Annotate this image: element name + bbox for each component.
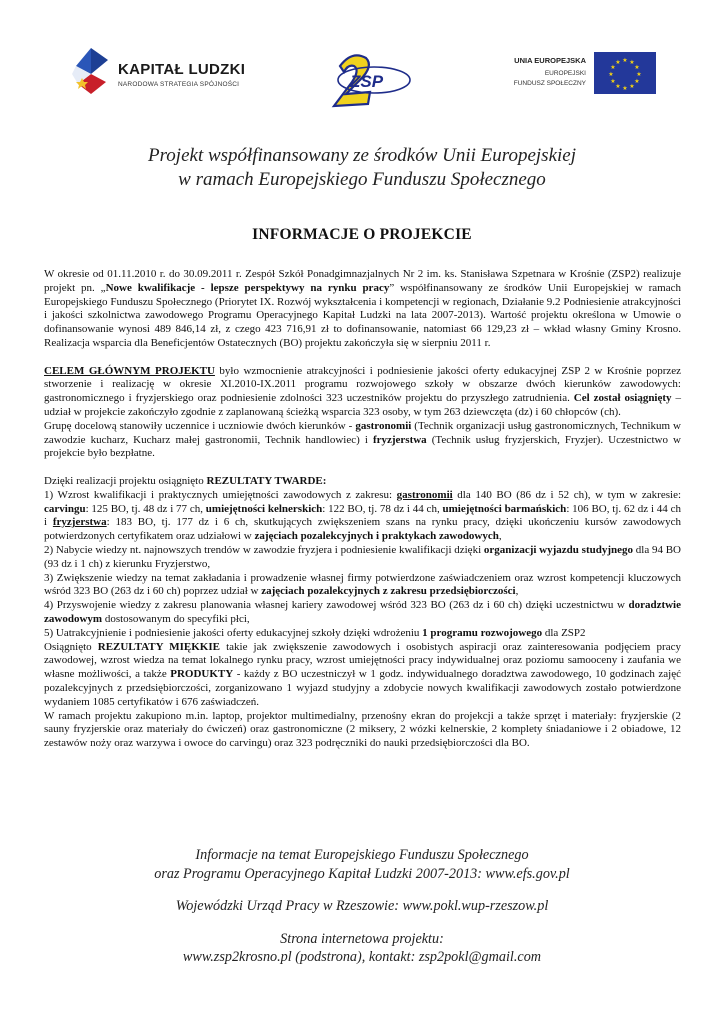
hard-result-item-2: 2) Nabycie wiedzy nt. najnowszych trendów w zawodzie fryzjera i podniesienie kwalifikacji dzięki organizacji wyjazdu studyjnego dla 94 BO (93 dz i 1 ch) z kierunku Fryzjerstwo, <box>44 543 681 570</box>
svg-text:★: ★ <box>610 64 616 71</box>
svg-text:★: ★ <box>622 57 628 64</box>
footer-line4: Strona internetowa projektu: <box>280 930 444 947</box>
eu-logo-line2: EUROPEJSKI <box>544 70 586 77</box>
hard-result-item-4: 4) Przyswojenie wiedzy z zakresu planowania własnej kariery zawodowej wśród 323 BO (263 dz i 60 ch) dzięki uczestnictwu w doradztwie zawodowym dostosowanym do specyfiki płci, <box>44 599 681 625</box>
page-title: INFORMACJE O PROJEKCIE <box>252 226 472 243</box>
footer-line3: Wojewódzki Urząd Pracy w Rzeszowie: www.pokl.wup-rzeszow.pl <box>175 898 549 914</box>
zsp-logo <box>330 48 412 110</box>
svg-text:★: ★ <box>629 59 635 66</box>
footer-line2: oraz Programu Operacyjnego Kapitał Ludzki 2007-2013: www.efs.gov.pl <box>154 865 570 882</box>
zsp-logo-text: ZSP <box>350 72 384 91</box>
footer-info <box>0 846 724 967</box>
svg-text:★: ★ <box>622 85 628 92</box>
cofinancing-intro <box>0 144 724 192</box>
svg-text:★: ★ <box>634 64 640 71</box>
svg-text:★: ★ <box>610 78 616 85</box>
intro-line2: w ramach Europejskiego Funduszu Społecznego <box>178 169 546 190</box>
eu-logo-line3: FUNDUSZ SPOŁECZNY <box>513 80 586 87</box>
svg-text:★: ★ <box>634 78 640 85</box>
document-body <box>44 268 681 751</box>
svg-text:★: ★ <box>636 71 642 78</box>
purchases-paragraph: W ramach projektu zakupiono m.in. laptop, projektor multimedialny, przenośny ekran do projekcji a także sprzęt i materiały: fryzjerskie (2 sauny fryzjerskie oraz materiały do ćwiczeń) oraz gastronomiczne (2 miksery, 2 wózki kelnerskie, 2 komplety śniadaniowe i 2 obiadowe, 12 zestawów noży oraz warzywa i owoce do carvingu) oraz 323 podręczniki do nauki przedsiębiorczości dla BO. <box>44 709 681 750</box>
project-overview-paragraph: W okresie od 01.11.2010 r. do 30.09.2011 r. Zespół Szkół Ponadgimnazjalnych Nr 2 im. ks. Stanisława Szpetnara w Krośnie (ZSP2) realizuje projekt pn. „Nowe kwalifikacje - lepsze perspektywy na rynku pracy” współfinansowany ze środków Unii Europejskiej w ramach Europejskiego Funduszu Społecznego (Priorytet IX. Rozwój wykształcenia i kompetencji w regionach, Działanie 9.2 Podniesienie atrakcyjności i jakości szkolnictwa zawodowego Programu Operacyjnego Kapitał Ludzki na lata 2007-2013). Wartość projektu określona w Umowie o dofinansowanie wynosi 489 846,14 zł, z czego 423 716,91 zł to dofinansowanie, natomiast 66 129,23 zł – wkład własny Gminy Krosno. Realizacja wsparcia dla Beneficjentów Ostatecznych (BO) projektu zakończyła się w sierpniu 2011 r. <box>44 268 681 349</box>
hard-result-item-1: 1) Wzrost kwalifikacji i praktycznych umiejętności zawodowych z zakresu: gastronomii dla 140 BO (86 dz i 52 ch), w tym w zakresie: carvingu: 125 BO, tj. 48 dz i 77 ch, umiejętności kelnerskich: 122 BO, tj. 78 dz i 44 ch, umiejętności barmańskich: 106 BO, tj. 62 dz i 44 ch i fryzjerstwa: 183 BO, tj. 177 dz i 6 ch, skutkujących zwiększeniem szans na rynku pracy, dzięki ukończeniu kursów zawodowych potwierdzonych certyfikatem oraz udziałowi w zajęciach pozalekcyjnych i praktykach zawodowych, <box>44 488 682 543</box>
soft-results-paragraph: Osiągnięto REZULTATY MIĘKKIE takie jak zwiększenie zawodowych i osobistych aspiracji oraz zainteresowania podjęciem pracy zawodowej, wzrost wiedza na temat lokalnego rynku pracy, wzrost umiejętności pracy indywidualnej oraz poziomu samooceny i zaufania we własne możliwości, a także PRODUKTY - każdy z BO uczestniczył w 1 godz. indywidualnego doradztwa zawodowego, 10 godzinach zajęć pozalekcyjnych z przedsiębiorczości, zorganizowano 1 wyjazd studyjny a zdobycie nowych kwalifikacji zawodowych zostało potwierdzone wydaniem 1085 certyfikatów i 676 zaświadczeń. <box>44 640 681 708</box>
main-goal-paragraph: CELEM GŁÓWNYM PROJEKTU było wzmocnienie atrakcyjności i podniesienie jakości oferty edukacyjnej ZSP 2 w Krośnie poprzez stworzenie i realizację w okresie XI.2010-IX.2011 programu rozwojowego szkoły w obszarze dwóch kierunków zawodowych: gastronomicznego i fryzjerskiego oraz podniesienie zdolności 323 uczestników projektu do przyszłego zatrudnienia. Cel został osiągnięty – udział w projekcie zakończyło zgodnie z zaplanowaną ścieżką wsparcia 323 osoby, w tym 263 dziewczęta (dz) i 60 chłopców (ch). <box>44 364 682 418</box>
logo-header <box>62 32 662 110</box>
eu-logo <box>494 52 664 98</box>
hard-results-heading: Dzięki realizacji projektu osiągnięto REZULTATY TWARDE: <box>44 474 327 487</box>
hard-result-item-5: 5) Uatrakcyjnienie i podniesienie jakości oferty edukacyjnej szkoły dzięki wdrożeniu 1 programu rozwojowego dla ZSP2 <box>44 626 586 639</box>
main-goal-label: CELEM GŁÓWNYM PROJEKTU <box>44 364 215 377</box>
target-group-paragraph: Grupę docelową stanowiły uczennice i uczniowie dwóch kierunków - gastronomii (Technik organizacji usług gastronomicznych, Technikum w zawodzie kucharz, Kucharz małej gastronomii, Technik handlowiec) i fryzjerstwa (Technik usług fryzjerskich, Fryzjer). Uczestnictwo w projekcie było bezpłatne. <box>44 419 681 460</box>
eu-flag-icon <box>594 52 656 94</box>
svg-text:★: ★ <box>615 83 621 90</box>
svg-text:★: ★ <box>608 71 614 78</box>
footer-line5: www.zsp2krosno.pl (podstrona), kontakt: zsp2pokl@gmail.com <box>182 949 542 965</box>
svg-text:★: ★ <box>615 59 621 66</box>
footer-line1: Informacje na temat Europejskiego Funduszu Społecznego <box>195 847 529 863</box>
kapital-ludzki-subtitle: NARODOWA STRATEGIA SPÓJNOŚCI <box>118 81 240 88</box>
kapital-ludzki-emblem-icon <box>68 44 114 98</box>
kapital-ludzki-title: KAPITAŁ LUDZKI <box>118 61 246 78</box>
eu-logo-line1: UNIA EUROPEJSKA <box>514 56 586 65</box>
intro-line1: Projekt współfinansowany ze środków Unii Europejskiej <box>148 145 576 166</box>
kapital-ludzki-logo <box>62 42 262 102</box>
hard-result-item-3: 3) Zwiększenie wiedzy na temat zakładania i prowadzenie własnej firmy potwierdzone zaświadczeniem oraz wzrost kompetencji kluczowych wśród 323 BO (263 dz i 60 ch) poprzez udział w zajęciach pozalekcyjnych z zakresu przedsiębiorczości, <box>44 571 681 598</box>
svg-text:★: ★ <box>629 83 635 90</box>
